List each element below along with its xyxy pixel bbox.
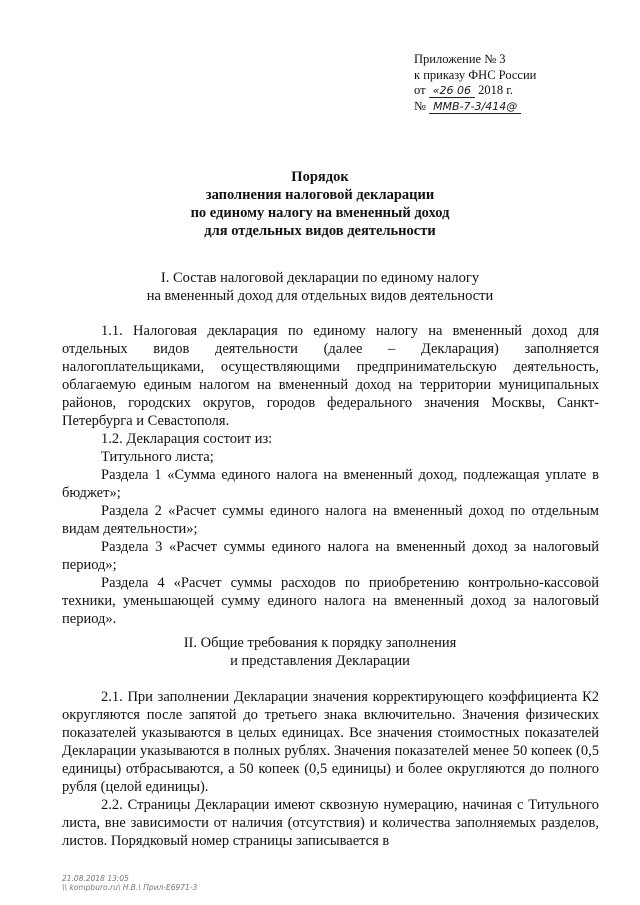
document-title xyxy=(0,168,640,240)
appendix-number xyxy=(414,99,536,115)
appendix-date xyxy=(414,83,536,99)
list-item-section-3: Раздела 3 «Расчет суммы единого налога на вмененный доход за налоговый период»; xyxy=(62,539,599,573)
title-line-2: заполнения налоговой декларации xyxy=(205,187,435,203)
footer-timestamp: 21.08.2018 13:05 xyxy=(62,874,129,883)
appendix-order-ref: к приказу ФНС России xyxy=(414,67,537,82)
paragraph-1-2: 1.2. Декларация состоит из: xyxy=(101,431,273,447)
list-item-section-4: Раздела 4 «Расчет суммы расходов по приобретению контрольно-кассовой техники, уменьшающей сумму единого налога на вмененный доход за налоговый период». xyxy=(62,575,599,627)
section-2-heading xyxy=(0,634,640,670)
section-1-body xyxy=(62,322,599,628)
handwritten-number: ММВ-7-3/414@ xyxy=(429,101,521,114)
section-2-body xyxy=(62,688,599,850)
paragraph-2-1: 2.1. При заполнении Декларации значения корректирующего коэффициента К2 округляются после запятой до третьего знака включительно. Значения физических показателей указываются в целых единицах. Все значения стоимостных показателей Декларации указываются в полных рублях. Значения показателей менее 50 копеек (0,5 единицы) отбрасываются, а 50 копеек (0,5 единицы) и более округляются до полного рубля (целой единицы). xyxy=(62,689,599,795)
section-1-heading-line-1: I. Состав налоговой декларации по единому налогу xyxy=(160,270,480,286)
footer-path: \\ kompburo.ru\ Н.В.\ Прил-Е6971-3 xyxy=(62,883,198,892)
title-line-3: по единому налогу на вмененный доход xyxy=(190,205,450,221)
list-item-section-1: Раздела 1 «Сумма единого налога на вмененный доход, подлежащая уплате в бюджет»; xyxy=(62,467,599,501)
section-2-heading-line-2: и представления Декларации xyxy=(230,653,410,669)
list-item-section-2: Раздела 2 «Расчет суммы единого налога на вмененный доход по отдельным видам деятельности»; xyxy=(62,503,599,537)
title-line-1: Порядок xyxy=(291,169,349,185)
section-1-heading xyxy=(0,269,640,305)
title-line-4: для отдельных видов деятельности xyxy=(204,223,436,239)
section-1-heading-line-2: на вмененный доход для отдельных видов деятельности xyxy=(146,288,494,304)
handwritten-date: «26 06 xyxy=(429,85,475,98)
print-footer xyxy=(62,874,197,892)
paragraph-1-1: 1.1. Налоговая декларация по единому налогу на вмененный доход для отдельных видов деятельности (далее – Декларация) заполняется налогоплательщиками, осуществляющими предпринимательскую деятельность, облагаемую единым налогом на вмененный доход на территории муниципальных районов, городских округов, городов федерального значения Москвы, Санкт-Петербурга и Севастополя. xyxy=(62,323,599,429)
appendix-block xyxy=(414,52,536,114)
date-prefix: от xyxy=(414,83,426,97)
paragraph-2-2: 2.2. Страницы Декларации имеют сквозную нумерацию, начиная с Титульного листа, вне зависимости от наличия (отсутствия) и количества заполняемых разделов, листов. Порядковый номер страницы записывается в xyxy=(62,797,599,849)
list-item-title-page: Титульного листа; xyxy=(101,449,214,465)
date-year: 2018 г. xyxy=(478,83,514,97)
section-2-heading-line-1: II. Общие требования к порядку заполнения xyxy=(183,635,457,651)
number-prefix: № xyxy=(414,98,426,113)
appendix-title: Приложение № 3 xyxy=(414,52,506,66)
